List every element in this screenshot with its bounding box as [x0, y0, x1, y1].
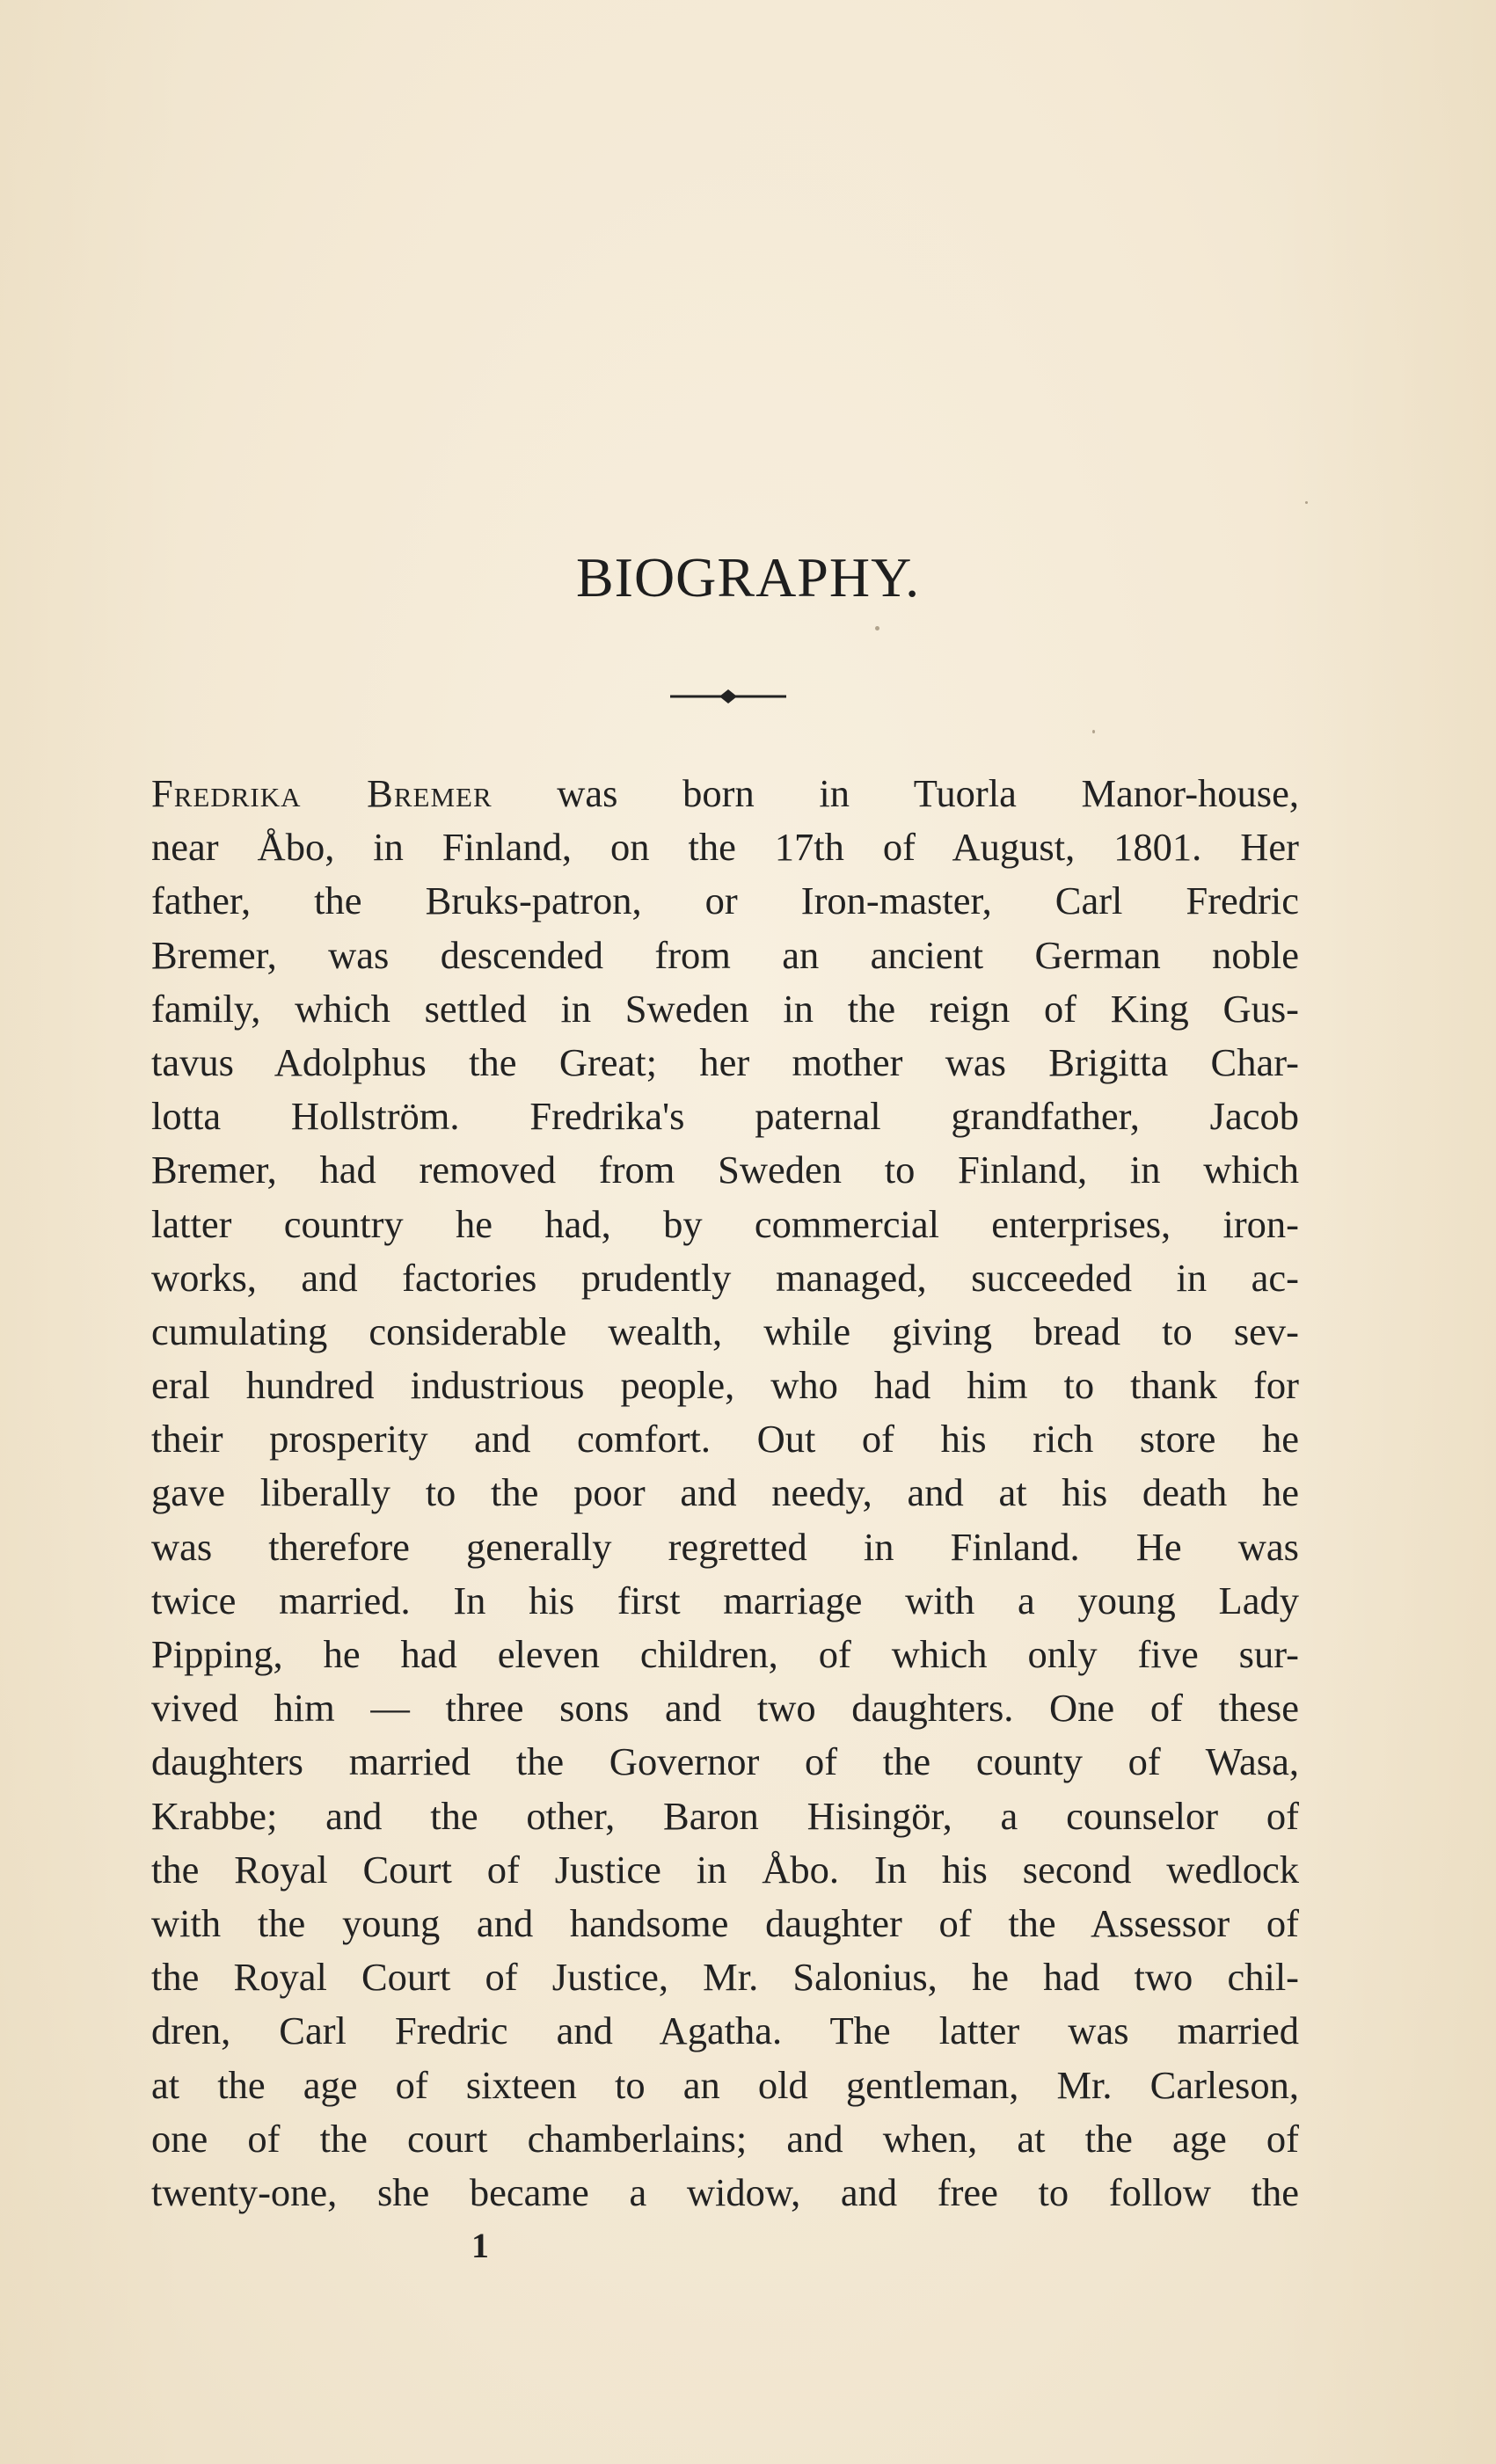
text-line-26: one of the court chamberlains; and when, at the age of — [151, 2116, 1299, 2161]
text-line-17: Pipping, he had eleven children, of which only five sur- — [151, 1632, 1299, 1676]
text-line-20: Krabbe; and the other, Baron Hisingör, a counselor of — [151, 1793, 1299, 1838]
text-line-3: father, the Bruks-patron, or Iron-master, Carl Fredric — [151, 878, 1299, 923]
text-line-11: cumulating considerable wealth, while giving bread to sev- — [151, 1309, 1299, 1353]
lead-name: Fredrika Bremer — [151, 771, 493, 815]
text-line-14: gave liberally to the poor and needy, and at his death he — [151, 1470, 1299, 1515]
text-line-4: Bremer, was descended from an ancient German noble — [151, 932, 1299, 977]
text-line-27: twenty-one, she became a widow, and free to follow the — [151, 2169, 1299, 2214]
biography-text — [151, 767, 1299, 2220]
text-line-13: their prosperity and comfort. Out of his rich store he — [151, 1417, 1299, 1462]
text-line-6: tavus Adolphus the Great; her mother was Brigitta Char- — [151, 1039, 1299, 1084]
text-line-2: near Åbo, in Finland, on the 17th of August, 1801. Her — [151, 825, 1299, 870]
text-line-9: latter country he had, by commercial enterprises, iron- — [151, 1201, 1299, 1246]
paper-speck — [1092, 730, 1095, 733]
text-line-8: Bremer, had removed from Sweden to Finland, in which — [151, 1148, 1299, 1192]
text-line-10: works, and factories prudently managed, succeeded in ac- — [151, 1255, 1299, 1300]
paper-speck — [875, 626, 879, 631]
paper-speck — [1305, 501, 1308, 504]
text-line-1: Fredrika Bremer was born in Tuorla Manor-house, — [151, 771, 1299, 815]
title-ornament — [668, 688, 788, 705]
page-title: BIOGRAPHY. — [575, 546, 921, 609]
text-line-18: vived him — three sons and two daughters. One of these — [151, 1686, 1299, 1731]
text-line-19: daughters married the Governor of the county of Wasa, — [151, 1739, 1299, 1784]
text-line-12: eral hundred industrious people, who had him to thank for — [151, 1363, 1299, 1408]
text-line-7: lotta Hollström. Fredrika's paternal grandfather, Jacob — [151, 1094, 1299, 1139]
text-line-23: the Royal Court of Justice, Mr. Salonius, he had two chil- — [151, 1955, 1299, 2000]
page-number: 1 — [471, 2226, 489, 2265]
text-line-16: twice married. In his first marriage with a young Lady — [151, 1578, 1299, 1622]
text-line-15: was therefore generally regretted in Finland. He was — [151, 1524, 1299, 1569]
text-line-25: at the age of sixteen to an old gentleman, Mr. Carleson, — [151, 2062, 1299, 2107]
text-line-22: with the young and handsome daughter of the Assessor of — [151, 1900, 1299, 1945]
text-line-21: the Royal Court of Justice in Åbo. In his second wedlock — [151, 1847, 1299, 1892]
text-line-5: family, which settled in Sweden in the reign of King Gus- — [151, 986, 1299, 1031]
text-line-24: dren, Carl Fredric and Agatha. The latter was married — [151, 2008, 1299, 2053]
